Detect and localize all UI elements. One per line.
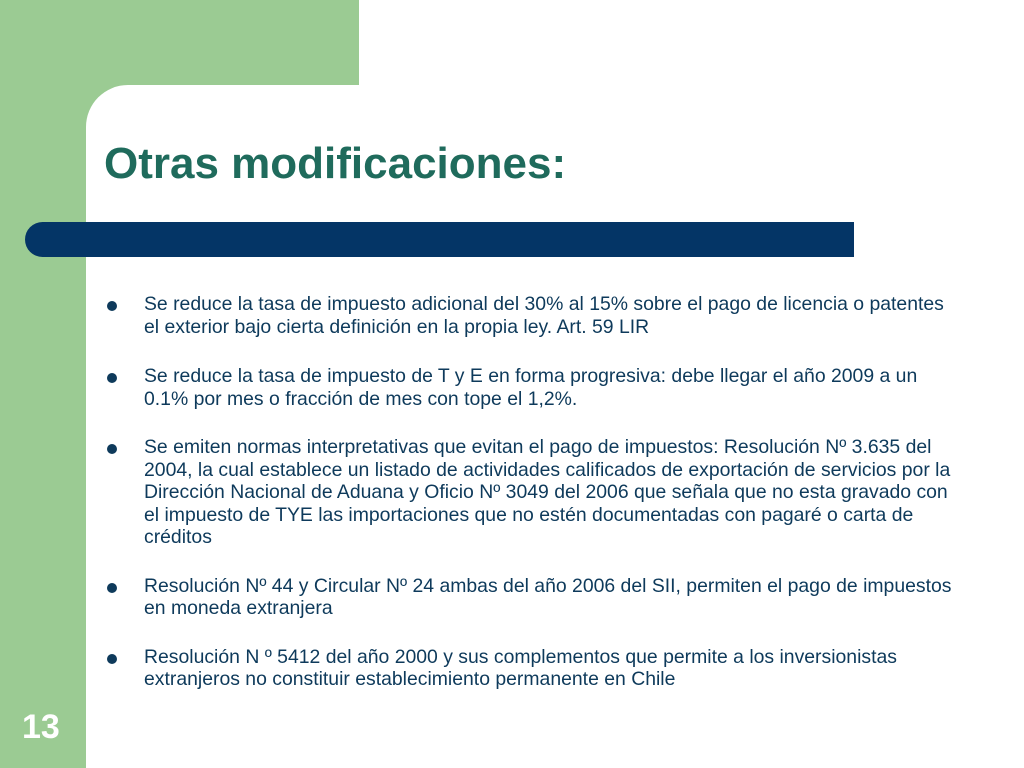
slide-number: 13 [22, 708, 60, 746]
bullet-item [104, 293, 964, 338]
bullet-dot-icon [107, 654, 117, 664]
bullet-item [104, 575, 964, 620]
bullet-text: Se reduce la tasa de impuesto adicional del 30% al 15% sobre el pago de licencia o patentes el exterior bajo cierta definición en la propia ley. Art. 59 LIR [144, 293, 944, 338]
bullet-dot-icon [107, 301, 117, 311]
bullet-text: Resolución Nº 44 y Circular Nº 24 ambas del año 2006 del SII, permiten el pago de impuestos en moneda extranjera [144, 574, 952, 619]
bullet-dot-icon [107, 444, 117, 454]
title-underline-bar [25, 222, 854, 257]
bullet-item [104, 646, 964, 691]
bullet-text: Se emiten normas interpretativas que evitan el pago de impuestos: Resolución Nº 3.635 del 2004, la cual establece un listado de actividades calificados de exportación de servicios por la Dirección Nacional de Aduana y Oficio Nº 3049 del 2006 que señala que no esta gravado con el impuesto de TYE las importaciones que no estén documentadas con pagaré o carta de créditos [144, 436, 951, 548]
bullet-list [104, 293, 964, 691]
bullet-item [104, 436, 964, 549]
slide-title: Otras modificaciones: [104, 139, 567, 188]
bullet-dot-icon [107, 373, 117, 383]
bullet-item [104, 365, 964, 410]
bullet-text: Resolución N º 5412 del año 2000 y sus complementos que permite a los inversionistas extranjeros no constituir establecimiento permanente en Chile [144, 645, 897, 690]
bullet-text: Se reduce la tasa de impuesto de T y E en forma progresiva: debe llegar el año 2009 a un 0.1% por mes o fracción de mes con tope el 1,2%. [144, 365, 918, 410]
bullet-dot-icon [107, 583, 117, 593]
